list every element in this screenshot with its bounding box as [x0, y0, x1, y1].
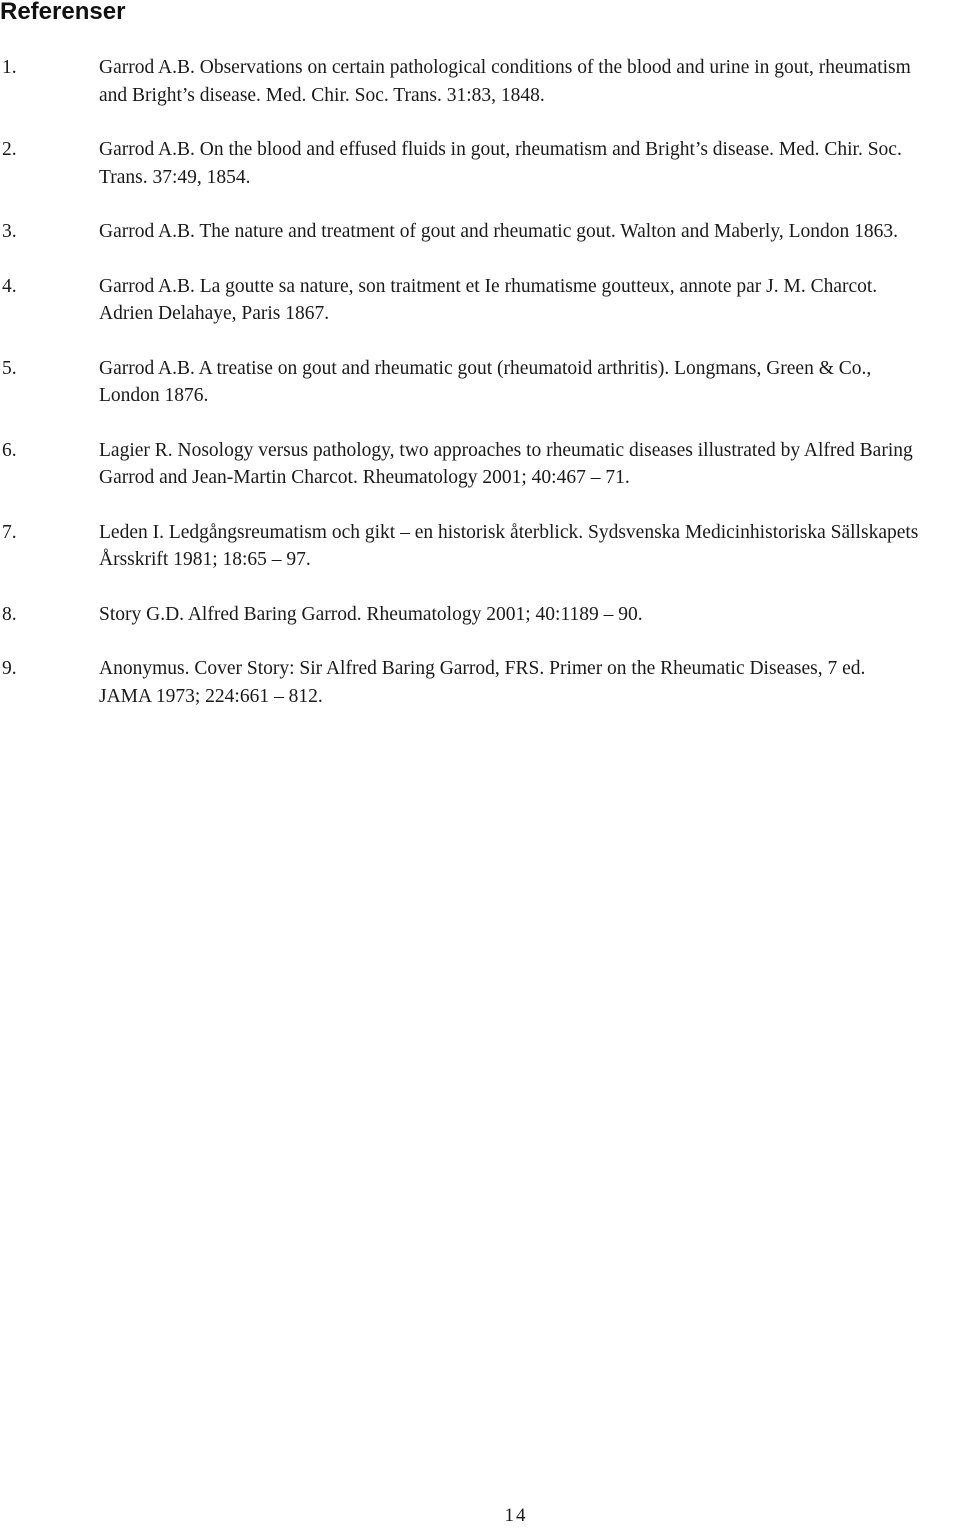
- reference-number: 4.: [2, 275, 17, 297]
- reference-item-2: [0, 136, 920, 191]
- reference-item-9: [0, 655, 920, 710]
- reference-number: 7.: [2, 521, 17, 543]
- reference-number: 1.: [2, 57, 17, 78]
- page-title: Referenser: [0, 0, 126, 25]
- reference-text: Story G.D. Alfred Baring Garrod. Rheumatology 2001; 40:1189 – 90.: [99, 603, 643, 625]
- reference-number: 3.: [2, 221, 17, 242]
- reference-text: Garrod A.B. Observations on certain pathological conditions of the blood and urine in gout, rheumatism and Bright’s disease. Med. Chir. Soc. Trans. 31:83, 1848.: [99, 57, 911, 106]
- reference-text: Anonymus. Cover Story: Sir Alfred Baring Garrod, FRS. Primer on the Rheumatic Diseases, 7 ed. JAMA 1973; 224:661 – 812.: [99, 658, 866, 707]
- reference-list: [0, 54, 920, 737]
- reference-text: Garrod A.B. The nature and treatment of gout and rheumatic gout. Walton and Maberly, London 1863.: [99, 221, 898, 242]
- reference-text: Garrod A.B. A treatise on gout and rheumatic gout (rheumatoid arthritis). Longmans, Green & Co., London 1876.: [99, 357, 872, 406]
- reference-item-3: [0, 218, 920, 246]
- reference-number: 6.: [2, 439, 17, 461]
- reference-text: Garrod A.B. La goutte sa nature, son traitment et Ie rhumatisme goutteux, annote par J. M. Charcot. Adrien Delahaye, Paris 1867.: [99, 275, 878, 324]
- reference-number: 5.: [2, 357, 17, 379]
- reference-number: 2.: [2, 139, 17, 160]
- reference-text: Lagier R. Nosology versus pathology, two approaches to rheumatic diseases illustrated by Alfred Baring Garrod and Jean-Martin Charcot. Rheumatology 2001; 40:467 – 71.: [99, 439, 913, 488]
- reference-item-5: [0, 355, 920, 410]
- reference-item-4: [0, 273, 920, 328]
- reference-text: Garrod A.B. On the blood and effused fluids in gout, rheumatism and Bright’s disease. Med. Chir. Soc. Trans. 37:49, 1854.: [99, 139, 902, 188]
- reference-number: 8.: [2, 603, 17, 625]
- page-number: 14: [504, 1505, 528, 1526]
- reference-number: 9.: [2, 658, 17, 679]
- reference-item-7: [0, 519, 920, 574]
- reference-item-1: [0, 54, 920, 109]
- reference-item-6: [0, 437, 920, 492]
- reference-text: Leden I. Ledgångsreumatism och gikt – en historisk återblick. Sydsvenska Medicinhistoriska Sällskapets Årsskrift 1981; 18:65 – 97.: [99, 521, 919, 570]
- reference-item-8: [0, 601, 920, 629]
